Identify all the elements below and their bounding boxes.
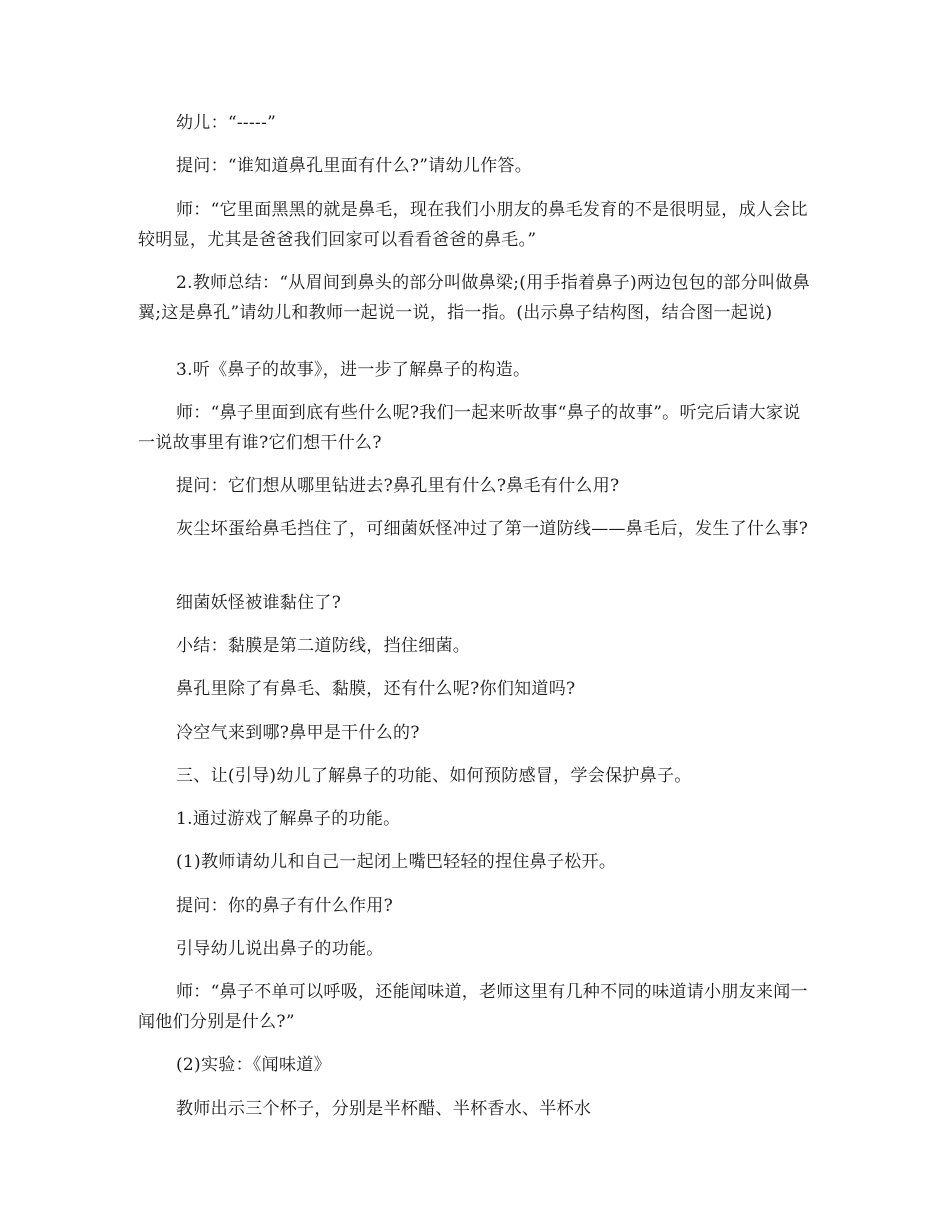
paragraph-nose-story: 3.听《鼻子的故事》，进一步了解鼻子的构造。 [176,360,531,380]
paragraph-teacher-nose-hair: 师：“它里面黑黑的就是鼻毛，现在我们小朋友的鼻毛发育的不是很明显，成人会比较明显，尤其是爸爸我们回家可以看看爸爸的鼻毛。” [138,200,808,250]
paragraph-dust-bacteria: 灰尘坏蛋给鼻毛挡住了，可细菌妖怪冲过了第一道防线——鼻毛后，发生了什么事? [176,519,809,539]
paragraph-question-nostril: 提问：“谁知道鼻孔里面有什么?”请幼儿作答。 [176,156,533,176]
paragraph-experiment-title: (2)实验：《闻味道》 [176,1055,331,1075]
paragraph-question-function: 提问：你的鼻子有什么作用? [176,896,394,916]
paragraph-teacher-story-intro: 师：“鼻子里面到底有些什么呢?我们一起来听故事“鼻子的故事”。听完后请大家说一说故事里有谁?它们想干什么? [138,403,801,453]
paragraph-what-else: 鼻孔里除了有鼻毛、黏膜，还有什么呢?你们知道吗? [176,679,576,699]
paragraph-teacher-summary: 2.教师总结：“从眉间到鼻头的部分叫做鼻梁;(用手指着鼻子)两边包包的部分叫做鼻翼;这是鼻孔”请幼儿和教师一起说一说，指一指。(出示鼻子结构图，结合图一起说) [138,273,810,323]
paragraph-bacteria-stuck: 细菌妖怪被谁黏住了? [176,593,342,613]
paragraph-game-function: 1.通过游戏了解鼻子的功能。 [176,809,401,829]
paragraph-cold-air: 冷空气来到哪?鼻甲是干什么的? [176,723,420,743]
paragraph-question-enter: 提问：它们想从哪里钻进去?鼻孔里有什么?鼻毛有什么用? [176,476,620,496]
paragraph-mucous-summary: 小结：黏膜是第二道防线，挡住细菌。 [176,636,471,656]
paragraph-child-reply: 幼儿：“-----” [176,113,277,133]
paragraph-three-cups: 教师出示三个杯子，分别是半杯醋、半杯香水、半杯水 [176,1099,592,1119]
paragraph-teacher-smell: 师：“鼻子不单可以呼吸，还能闻味道，老师这里有几种不同的味道请小朋友来闻一闻他们分别是什么?” [138,982,808,1032]
paragraph-pinch-nose: (1)教师请幼儿和自己一起闭上嘴巴轻轻的捏住鼻子松开。 [176,852,617,872]
section-heading-three: 三、让(引导)幼儿了解鼻子的功能、如何预防感冒，学会保护鼻子。 [176,766,692,786]
paragraph-guide-function: 引导幼儿说出鼻子的功能。 [176,939,384,959]
